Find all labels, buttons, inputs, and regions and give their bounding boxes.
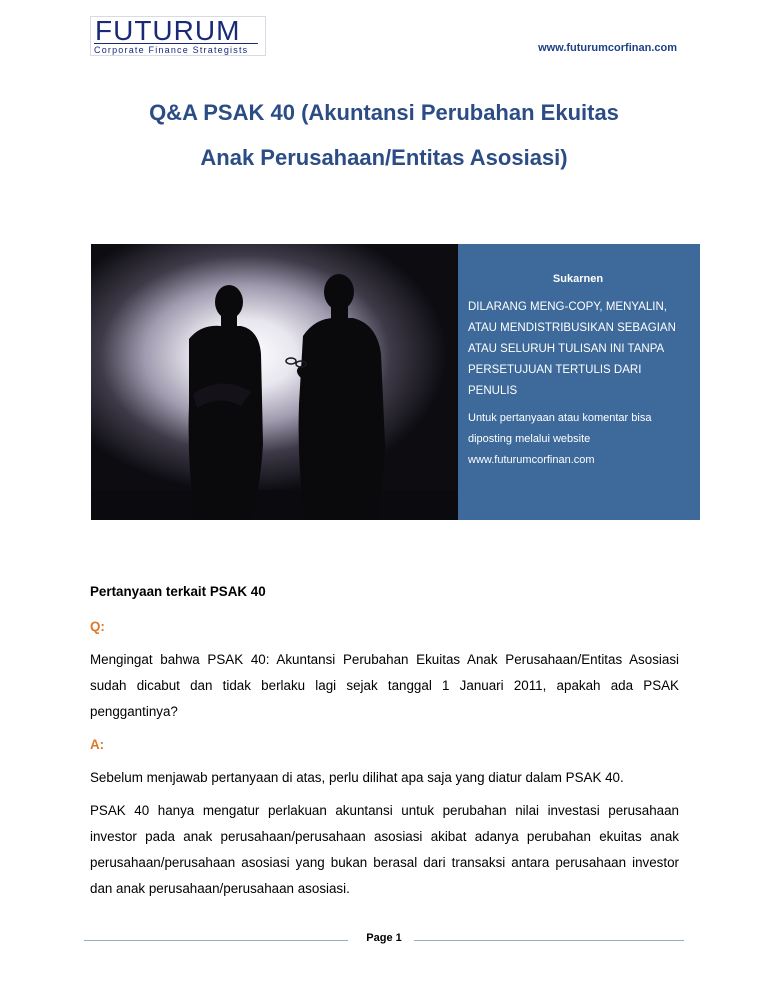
logo-wordmark: FUTURUM	[95, 15, 241, 46]
page-number: Page 1	[366, 932, 402, 944]
author-name: Sukarnen	[552, 273, 604, 285]
question-text: Mengingat bahwa PSAK 40: Akuntansi Perubahan Ekuitas Anak Perusahaan/Entitas Asosiasi sudah dicabut dan tidak berlaku lagi sejak tanggal 1 Januari 2011, apakah ada PSAK penggantinya?	[90, 652, 679, 719]
author-sidebar	[458, 244, 700, 520]
logo-tagline: Corporate Finance Strategists	[94, 43, 258, 55]
contact-note: Untuk pertanyaan atau komentar bisa diposting melalui website www.futurumcorfinan.com	[468, 412, 652, 466]
silhouette-illustration	[91, 244, 458, 520]
footer-rule-right	[414, 940, 684, 941]
copyright-warning: DILARANG MENG-COPY, MENYALIN, ATAU MENDISTRIBUSIKAN SEBAGIAN ATAU SELURUH TULISAN INI TANPA PERSETUJUAN TERTULIS DARI PENULIS	[468, 301, 676, 397]
futurum-logo	[90, 16, 266, 56]
question-label: Q:	[90, 619, 105, 634]
title-line-2: Anak Perusahaan/Entitas Asosiasi)	[200, 145, 568, 170]
answer-label: A:	[90, 737, 105, 752]
document-body	[90, 579, 679, 909]
title-line-1: Q&A PSAK 40 (Akuntansi Perubahan Ekuitas	[149, 100, 619, 125]
cover-photo-two-silhouettes	[91, 244, 458, 520]
document-title	[0, 90, 768, 180]
footer-rule-left	[84, 940, 348, 941]
answer-paragraph-1: Sebelum menjawab pertanyaan di atas, perlu dilihat apa saja yang diatur dalam PSAK 40.	[90, 770, 624, 785]
header-website-link[interactable]: www.futurumcorfinan.com	[538, 42, 677, 54]
section-heading: Pertanyaan terkait PSAK 40	[90, 584, 266, 599]
answer-paragraph-2: PSAK 40 hanya mengatur perlakuan akuntansi untuk perubahan nilai investasi perusahaan investor pada anak perusahaan/perusahaan asosiasi akibat adanya perubahan ekuitas anak perusahaan/perusahaan asosiasi yang bukan berasal dari transaksi antara perusahaan investor dan anak perusahaan/perusahaan asosiasi.	[90, 803, 679, 896]
